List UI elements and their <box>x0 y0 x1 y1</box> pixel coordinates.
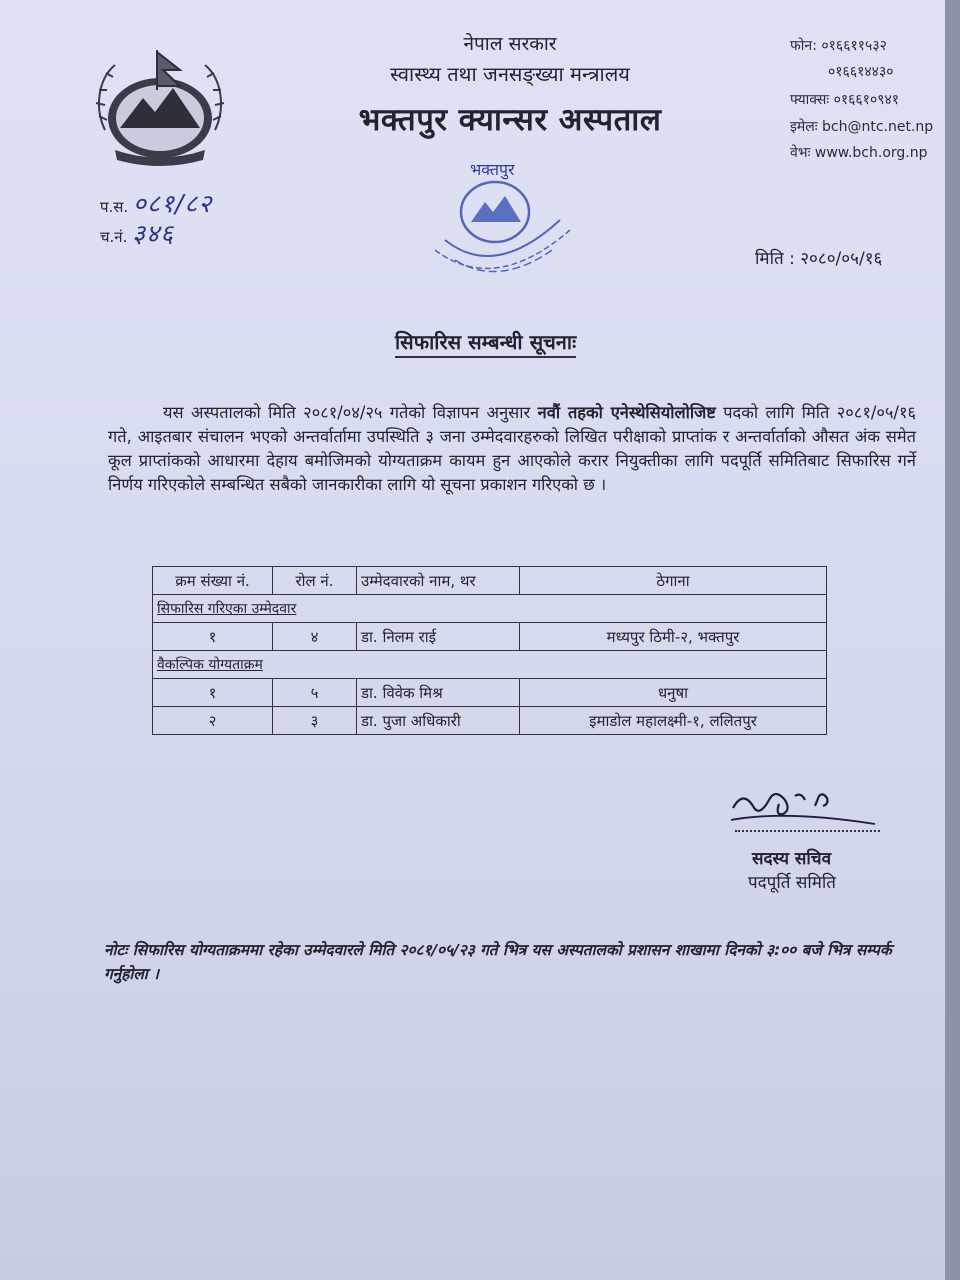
contact-fax: फ्याक्सः ०१६६१०९४१ <box>790 92 900 108</box>
official-stamp-icon <box>425 160 575 300</box>
nepal-emblem-icon <box>85 40 235 170</box>
reference-cn: च.नं. ३४६ <box>100 219 175 248</box>
signatory-title: सदस्य सचिव <box>752 849 832 869</box>
contact-phone1: फोन: ०१६६११५३२ <box>790 38 887 54</box>
section-row <box>153 651 827 679</box>
candidate-table <box>152 566 827 735</box>
reference-ps: प.स. ०८१/८२ <box>100 189 213 218</box>
handwritten-cn: ३४६ <box>132 219 175 248</box>
table-row: १ ५ डा. विवेक मिश्र धनुषा <box>153 679 827 707</box>
contact-email: इमेलः bch@ntc.net.np <box>790 119 934 135</box>
contact-phone2: ०१६६१४४३० <box>828 64 894 80</box>
header-name: उम्मेदवारको नाम, थर <box>357 567 520 595</box>
section-recommended: सिफारिस गरिएका उम्मेदवार <box>153 595 827 623</box>
note-text: नोटः सिफारिस योग्यताक्रममा रहेका उम्मेदवारले मिति २०८१/०५/२३ गते भित्र यस अस्पतालको प्रशासन शाखामा दिनको ३:०० बजे भित्र सम्पर्क गर्नुहोला । <box>104 941 892 983</box>
header-serial: क्रम संख्या नं. <box>153 567 273 595</box>
signature-icon <box>725 770 885 830</box>
stamp-location: भक्तपुर <box>470 160 515 179</box>
background-edge <box>945 0 960 1280</box>
header-roll: रोल नं. <box>273 567 357 595</box>
handwritten-ps: ०८१/८२ <box>132 189 213 218</box>
hospital-name: भक्तपुर क्यान्सर अस्पताल <box>358 102 662 138</box>
ministry-name: स्वास्थ्य तथा जनसङ्ख्या मन्त्रालय <box>390 62 630 86</box>
signatory-committee: पदपूर्ति समिति <box>748 873 836 893</box>
contact-web: वेभः www.bch.org.np <box>790 145 928 161</box>
table-header-row <box>153 567 827 595</box>
section-alternate: वैकल्पिक योग्यताक्रम <box>153 651 827 679</box>
section-row <box>153 595 827 623</box>
table-row: १ ४ डा. निलम राई मध्यपुर ठिमी-२, भक्तपुर <box>153 623 827 651</box>
notice-date: मिति : २०८०/०५/१६ <box>755 249 883 269</box>
government-name: नेपाल सरकार <box>463 33 557 55</box>
signature-line <box>735 830 880 832</box>
notice-body: यस अस्पतालको मिति २०८१/०४/२५ गतेको विज्ञापन अनुसार नवौं तहको एनेस्थेसियोलोजिष्ट पदको लागि मिति २०८१/०५/१६ गते, आइतबार संचालन भएको अन्तर्वार्तामा उपस्थिति ३ जना उम्मेदवारहरुको लिखित परीक्षाको प्राप्तांक र अन्तर्वार्ताको औसत अंक समेत कूल प्राप्तांकको आधारमा देहाय बमोजिमको योग्यताक्रम कायम हुन आएकोले करार नियुक्तीका लागि पदपूर्ति समितिबाट सिफारिस गर्ने निर्णय गरिएकोले सम्बन्धित सबैको जानकारीका लागि यो सूचना प्रकाशन गरिएको छ । <box>108 403 917 494</box>
notice-subject: सिफारिस सम्बन्धी सूचनाः <box>395 328 576 358</box>
header-address: ठेगाना <box>520 567 827 595</box>
table-row: २ ३ डा. पुजा अधिकारी इमाडोल महालक्ष्मी-१, ललितपुर <box>153 707 827 735</box>
